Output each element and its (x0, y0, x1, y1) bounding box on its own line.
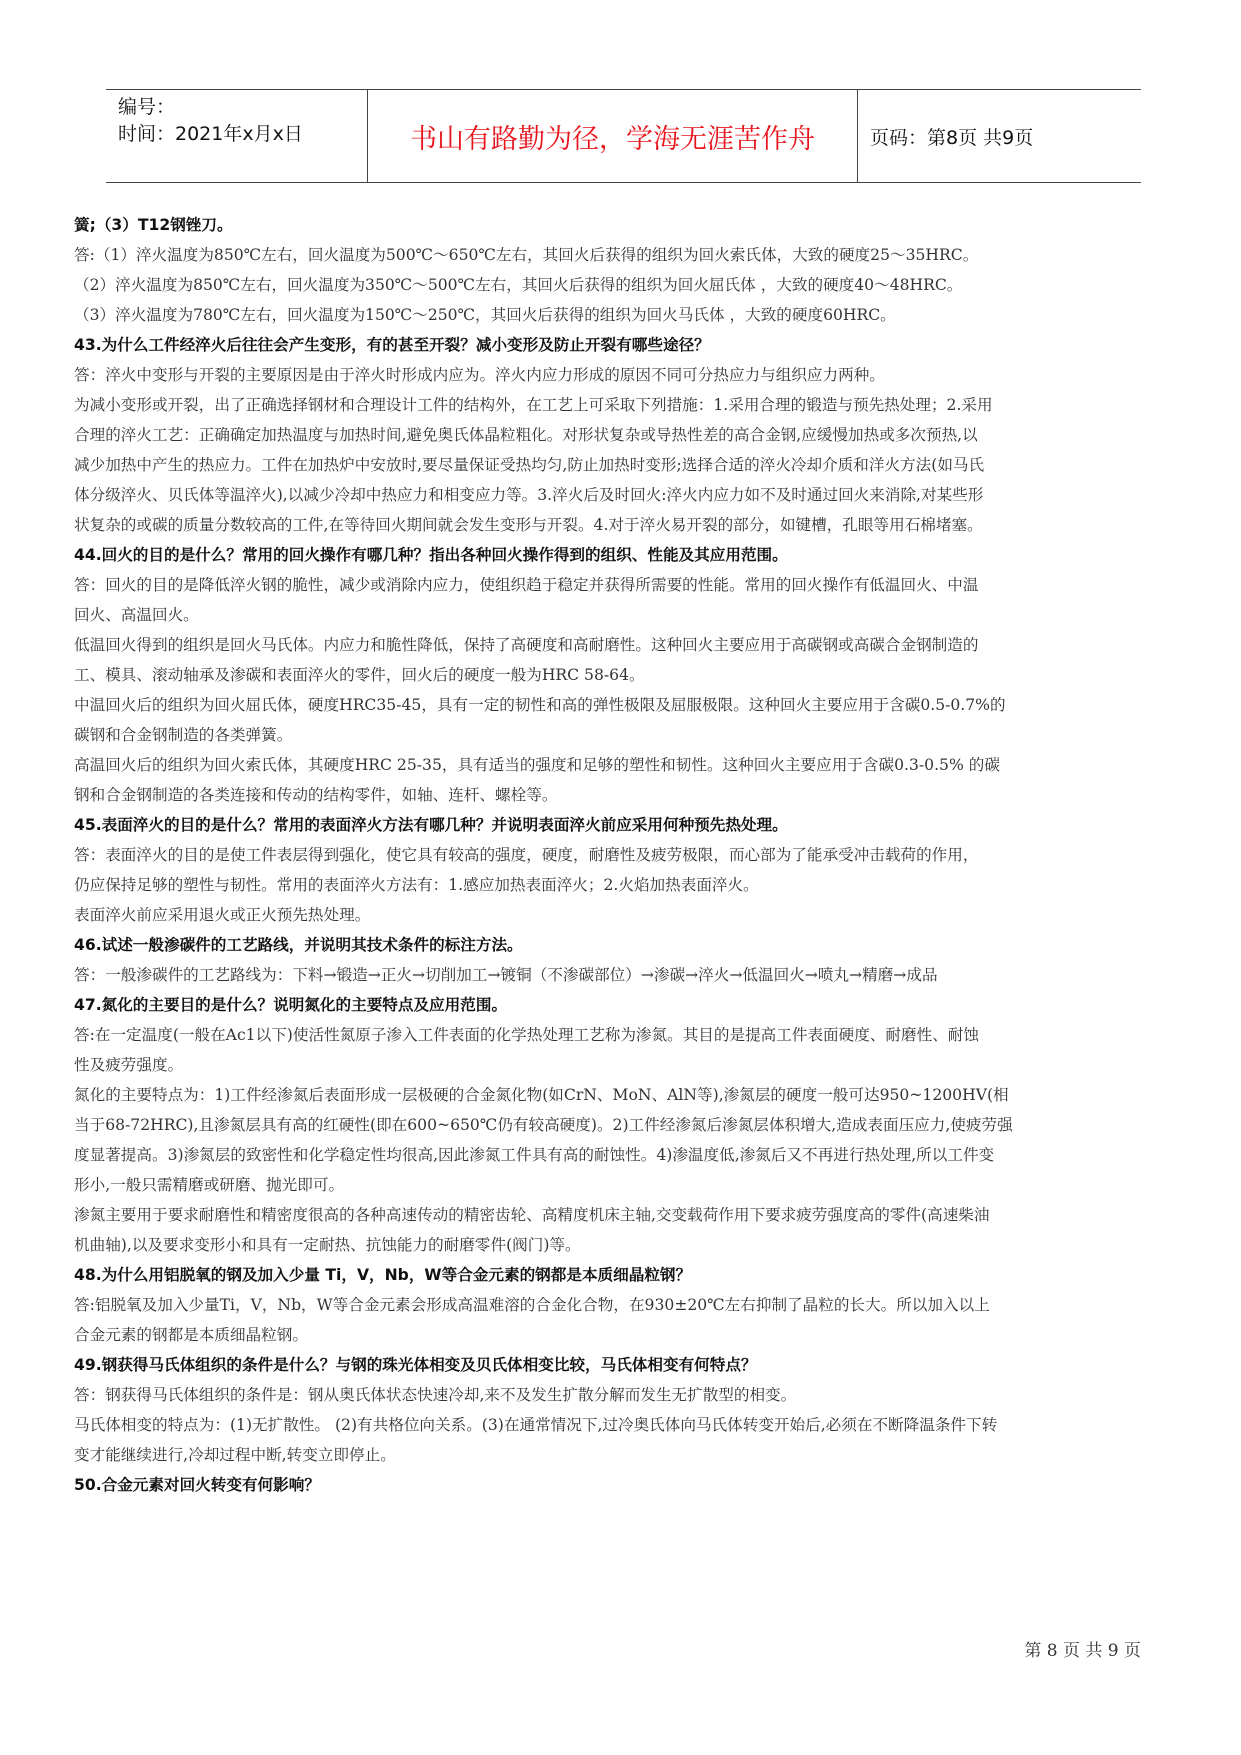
question-heading: 48.为什么用铝脱氧的钢及加入少量 Ti，V，Nb，W等合金元素的钢都是本质细晶粒钢？ (74, 1266, 692, 1284)
answer-text-line: 答:在一定温度(一般在Ac1以下)使活性氮原子渗入工件表面的化学热处理工艺称为渗氮。其目的是提高工件表面硬度、耐磨性、耐蚀 (74, 1026, 979, 1044)
answer-text-line: 碳钢和合金钢制造的各类弹簧。 (74, 726, 293, 744)
answer-text-line: 中温回火后的组织为回火屈氏体，硬度HRC35-45，具有一定的韧性和高的弹性极限及屈服极限。这种回火主要应用于含碳0.5-0.7%的 (74, 696, 1006, 714)
page-footer: 第 8 页 共 9 页 (1024, 1641, 1141, 1661)
header-page-label: 页码：第8页 共9页 (870, 126, 1034, 149)
question-heading: 45.表面淬火的目的是什么？常用的表面淬火方法有哪几种？并说明表面淬火前应采用何种预先热处理。 (74, 816, 788, 834)
header-left-cell (106, 90, 368, 182)
page-header (106, 89, 1141, 183)
answer-text-line: 性及疲劳强度。 (74, 1056, 184, 1074)
answer-text-line: 表面淬火前应采用退火或正火预先热处理。 (74, 906, 371, 924)
question-heading: 43.为什么工件经淬火后往往会产生变形，有的甚至开裂？减小变形及防止开裂有哪些途径？ (74, 336, 710, 354)
answer-text-line: 答：钢获得马氏体组织的条件是：钢从奥氏体状态快速冷却,来不及发生扩散分解而发生无扩散型的相变。 (74, 1386, 797, 1404)
answer-text-line: 答：表面淬火的目的是使工件表层得到强化，使它具有较高的强度，硬度，耐磨性及疲劳极限，而心部为了能承受冲击载荷的作用， (74, 846, 979, 864)
answer-text-line: 答：淬火中变形与开裂的主要原因是由于淬火时形成内应为。淬火内应力形成的原因不同可分热应力与组织应力两种。 (74, 366, 885, 384)
answer-text-line: 氮化的主要特点为：1)工件经渗氮后表面形成一层极硬的合金氮化物(如CrN、MoN、AlN等),渗氮层的硬度一般可达950~1200HV(相 (74, 1086, 1009, 1104)
answer-text-line: 仍应保持足够的塑性与韧性。常用的表面淬火方法有：1.感应加热表面淬火；2.火焰加热表面淬火。 (74, 876, 759, 894)
answer-text-line: 答：一般渗碳件的工艺路线为：下料→锻造→正火→切削加工→镀铜（不渗碳部位）→渗碳→淬火→低温回火→喷丸→精磨→成品 (74, 966, 938, 984)
time-label: 时间：2021年x月x日 (118, 123, 303, 145)
answer-text-line: 答:铝脱氧及加入少量Ti，V，Nb，W等合金元素会形成高温难溶的合金化合物，在930±20℃左右抑制了晶粒的长大。所以加入以上 (74, 1296, 990, 1314)
answer-text-line: 减少加热中产生的热应力。工件在加热炉中安放时,要尽量保证受热均匀,防止加热时变形;选择合适的淬火冷却介质和洋火方法(如马氏 (74, 456, 985, 474)
answer-text-line: 答:（1）淬火温度为850℃左右，回火温度为500℃～650℃左右，其回火后获得的组织为回火索氏体，大致的硬度25～35HRC。 (74, 246, 979, 264)
answer-text-line: （2）淬火温度为850℃左右，回火温度为350℃～500℃左右，其回火后获得的组织为回火屈氏体 ，大致的硬度40～48HRC。 (74, 276, 963, 294)
answer-text-line: 状复杂的或碳的质量分数较高的工件,在等待回火期间就会发生变形与开裂。4.对于淬火易开裂的部分，如键槽，孔眼等用石棉堵塞。 (74, 516, 983, 534)
answer-text-line: 度显著提高。3)渗氮层的致密性和化学稳定性均很高,因此渗氮工件具有高的耐蚀性。4)渗温度低,渗氮后又不再进行热处理,所以工件变 (74, 1146, 995, 1164)
answer-text-line: 马氏体相变的特点为：(1)无扩散性。 (2)有共格位向关系。(3)在通常情况下,过冷奥氏体向马氏体转变开始后,必须在不断降温条件下转 (74, 1416, 998, 1434)
answer-text-line: 形小,一般只需精磨或研磨、抛光即可。 (74, 1176, 345, 1194)
answer-text-line: （3）淬火温度为780℃左右，回火温度为150℃～250℃，其回火后获得的组织为回火马氏体 ，大致的硬度60HRC。 (74, 306, 896, 324)
answer-text-line: 高温回火后的组织为回火索氏体，其硬度HRC 25-35，具有适当的强度和足够的塑性和韧性。这种回火主要应用于含碳0.3-0.5% 的碳 (74, 756, 1000, 774)
answer-text-line: 变才能继续进行,冷却过程中断,转变立即停止。 (74, 1446, 396, 1464)
answer-text-line: 体分级淬火、贝氏体等温淬火),以减少冷却中热应力和相变应力等。3.淬火后及时回火:淬火内应力如不及时通过回火来消除,对某些形 (74, 486, 984, 504)
answer-text-line: 合理的淬火工艺：正确确定加热温度与加热时间,避免奥氏体晶粒粗化。对形状复杂或导热性差的高合金钢,应缓慢加热或多次预热,以 (74, 426, 978, 444)
motto: 书山有路勤为径，学海无涯苦作舟 (368, 90, 858, 182)
number-label: 编号： (118, 96, 176, 118)
question-heading: 50.合金元素对回火转变有何影响？ (74, 1476, 320, 1494)
answer-text-line: 工、模具、滚动轴承及渗碳和表面淬火的零件，回火后的硬度一般为HRC 58-64。 (74, 666, 645, 684)
question-heading: 49.钢获得马氏体组织的条件是什么？与钢的珠光体相变及贝氏体相变比较，马氏体相变有何特点？ (74, 1356, 757, 1374)
question-heading: 47.氮化的主要目的是什么？说明氮化的主要特点及应用范围。 (74, 996, 508, 1014)
answer-text-line: 合金元素的钢都是本质细晶粒钢。 (74, 1326, 308, 1344)
question-heading: 簧;（3）T12钢锉刀。 (74, 216, 233, 234)
document-body (74, 210, 1174, 1500)
answer-text-line: 机曲轴),以及要求变形小和具有一定耐热、抗蚀能力的耐磨零件(阀门)等。 (74, 1236, 581, 1254)
answer-text-line: 钢和合金钢制造的各类连接和传动的结构零件，如轴、连杆、螺栓等。 (74, 786, 558, 804)
answer-text-line: 当于68-72HRC),且渗氮层具有高的红硬性(即在600~650℃仍有较高硬度)。2)工件经渗氮后渗氮层体积增大,造成表面压应力,使疲劳强 (74, 1116, 1013, 1134)
answer-text-line: 为减小变形或开裂，出了正确选择钢材和合理设计工件的结构外，在工艺上可采取下列措施：1.采用合理的锻造与预先热处理；2.采用 (74, 396, 993, 414)
answer-text-line: 答：回火的目的是降低淬火钢的脆性，减少或消除内应力，使组织趋于稳定并获得所需要的性能。常用的回火操作有低温回火、中温 (74, 576, 979, 594)
answer-text-line: 回火、高温回火。 (74, 606, 199, 624)
answer-text-line: 低温回火得到的组织是回火马氏体。内应力和脆性降低，保持了高硬度和高耐磨性。这种回火主要应用于高碳钢或高碳合金钢制造的 (74, 636, 979, 654)
answer-text-line: 渗氮主要用于要求耐磨性和精密度很高的各种高速传动的精密齿轮、高精度机床主轴,交变载荷作用下要求疲劳强度高的零件(高速柴油 (74, 1206, 990, 1224)
question-heading: 44.回火的目的是什么？常用的回火操作有哪几种？指出各种回火操作得到的组织、性能及其应用范围。 (74, 546, 788, 564)
question-heading: 46.试述一般渗碳件的工艺路线，并说明其技术条件的标注方法。 (74, 936, 523, 954)
